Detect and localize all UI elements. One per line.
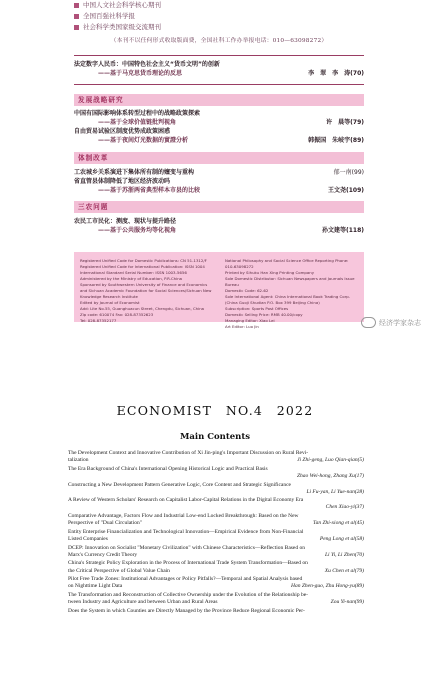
article-author: 孙文建等(118) (321, 227, 364, 235)
entry-author: Han Zhen-guo, Zhu Hong-yu(89) (290, 583, 364, 590)
article-title: 省直管县体制降低了地区经济波动吗 (74, 177, 171, 185)
info-line: Registered Unified Code for Domestic Publications: CN 51-1312/F (80, 258, 207, 263)
article-title: 自由贸易试验区制度优势成政策困惑 (74, 128, 171, 136)
section-heading: 发展战略研究 (74, 94, 364, 106)
info-line: Art Editor: Luo Jin (225, 324, 259, 329)
entry-author: Tan Zhi-xiong et al(45) (313, 520, 364, 527)
entry-title-line: Pilot Free Trade Zones: Institutional Advantages or Policy Pitfalls?—Temporal and Spatial Analysis based (68, 576, 303, 583)
entry-title-line: The Era Background of China's International Opening Historical Logic and Practical Basis (68, 465, 268, 472)
article-title: 中国有国际影响体系转型过程中的战略政策探索 (74, 109, 201, 117)
wechat-account-name: 经济学家杂志 (379, 318, 421, 327)
section-heading: 三农问题 (74, 201, 364, 213)
index-line (74, 22, 364, 33)
wechat-icon (361, 317, 376, 328)
info-line: Knowledge Research Institute (80, 294, 138, 299)
info-line: Tel: 028-87352177 (80, 318, 117, 323)
cn-header (74, 0, 364, 44)
index-line (74, 0, 364, 11)
article-title: 农民工市民化：测度、现状与提升路径 (74, 218, 177, 226)
section-heading: 体制改革 (74, 152, 364, 164)
info-line: Sole Domestic Distributor: Sichuan Newspapers and Journals Issue (225, 276, 355, 281)
info-left (74, 252, 219, 322)
contents-entry (68, 592, 364, 606)
index-line (74, 11, 364, 22)
entry-title-line: DCEP: Innovation on Socialist "Monetary Civilization" with Chinese Characteristics—Reflection Based on (68, 544, 305, 551)
entry-last-row (68, 520, 364, 527)
article-author: 韩振国 朱岐宇(89) (308, 137, 364, 145)
contents-entry (68, 450, 364, 464)
info-line: Managing Editor: Xiao Lei (225, 318, 275, 323)
info-right (219, 252, 364, 329)
article-subtitle: ——基于苏浙两省典型样本市县的比较 (98, 187, 201, 194)
info-line: Printed by Sihuku Han Xing Printing Company (225, 270, 315, 275)
info-line: 010-63098272 (225, 264, 254, 269)
wechat-watermark (361, 317, 421, 328)
bullet-square-icon (74, 14, 79, 19)
info-line: and Sichuan Academic Foundation for Social Sciences/Sichuan New (80, 288, 212, 293)
contents-entry (68, 513, 364, 527)
entry-title-line: Constructing a New Development Pattern Generative Logic, Core Content and Strategic Significance (68, 481, 291, 488)
section-articles (74, 164, 364, 202)
info-line: Subscription: Sports Post Offices (225, 306, 289, 311)
info-line: Sponsored by Southwestern University of Finance and Economics (80, 282, 208, 287)
contents-entry (68, 576, 364, 590)
entry-title-line: Does the System in which Counties are Directly Managed by the Province Reduce Regional Economic Per- (68, 607, 305, 614)
entry-author: Xu Chen et al(79) (324, 567, 364, 574)
contents-entry (68, 482, 364, 496)
entry-title-line: Entity Enterprise Financialization and Technological Innovation—Empirical Evidence from Non-Financial (68, 528, 304, 535)
entry-title-line: tween Industry and Agriculture and between Urban and Rural Areas (68, 599, 218, 606)
article-author: 许 晨等(79) (326, 118, 364, 126)
entry-last-row (68, 583, 364, 590)
info-line: Registered Unified Code for International Publication: ISSN 1004 (80, 264, 205, 269)
info-line: Domestic Selling Price: RMB 40.00/copy (225, 312, 303, 317)
index-text: 社会科学类国家级交流期刊 (83, 23, 161, 31)
entry-last-row (68, 568, 364, 575)
info-line: (China Guoji Shudian P.O. Box 399 Beijing China) (225, 300, 320, 305)
entry-author: Ji Zhi-geng, Luo Qian-qian(5) (297, 457, 364, 464)
article-subtitle: ——基于全球价值链批判视角 (98, 118, 177, 126)
article-author: 李 翠 李 涛(70) (308, 70, 364, 78)
index-text: 全国百强社科学报 (83, 12, 135, 20)
cn-contents (74, 55, 364, 236)
entry-author-row (68, 473, 364, 480)
info-line: Bureau (225, 282, 239, 287)
top-article (74, 56, 364, 83)
info-line: National Philosophy and Social Science Office Reporting Phone: (225, 258, 349, 263)
article-title: 工农城乡关系演进下集体所有制的嬗变与重构 (74, 168, 195, 176)
info-line: Sole International Agent: China International Book Trading Corp. (225, 294, 350, 299)
entry-author: Li Yi, Li Zhen(70) (324, 551, 364, 558)
entry-author: Zhao Wei-hong, Zhang Xu(17) (296, 472, 364, 479)
section-articles (74, 213, 364, 235)
info-line: Administered by the Ministry of Education, P.R.China (80, 276, 183, 281)
entry-last-row (68, 599, 364, 606)
article-subtitle: ——基于夜间灯光数据的實證分析 (98, 137, 189, 145)
info-line: Zip code: 610074 Fax: 028-87352623 (80, 312, 154, 317)
entry-author: Li Fu-yan, Li Yue-nan(28) (306, 488, 364, 495)
english-journal-header: ECONOMIST NO.4 2022 (116, 403, 314, 418)
bullet-square-icon (74, 3, 79, 8)
entry-author: Chen Xiao-yi(37) (325, 504, 364, 511)
entry-title-line: China's Strategic Policy Exploration in the Process of International Trade System Transformation—Based on (68, 560, 308, 567)
entry-last-row (68, 552, 364, 559)
entry-title-line: A Review of Western Scholars' Research on Capitalist Labor-Capital Relations in the Digital Economy Era (68, 497, 304, 504)
entry-title-line: Perspective of "Dual Circulation" (68, 520, 142, 527)
entry-last-row (68, 457, 364, 464)
index-text: 中国人文社会科学核心期刊 (83, 1, 161, 9)
contents-entry (68, 466, 364, 480)
contents-entry (68, 608, 364, 615)
info-line: Add: Lite No.55, Guanghuacun Street, Chengdu, Sichuan, China (80, 306, 205, 311)
entry-last-row (68, 536, 364, 543)
entry-title-line: Marx's Currency Credit Theory (68, 551, 138, 558)
contents-entry (68, 497, 364, 511)
contents-entry (68, 560, 364, 574)
contents-entry (68, 529, 364, 543)
info-line: Edited by Journal of Economist (80, 300, 140, 305)
section-articles (74, 106, 364, 152)
info-line: Domestic Code: 62-62 (225, 288, 269, 293)
entry-title-line: talization (68, 457, 89, 464)
info-line: International Standard Serial Number: ISSN 1003-5656 (80, 270, 187, 275)
article-subtitle: ——基于马克思货币理论的反思 (98, 70, 183, 78)
entry-title-line: Comparative Advantage, Factors Flow and Industrial Low-end Locked Breakthrough: Based on the New (68, 513, 299, 520)
publication-info-box (74, 252, 364, 329)
english-contents-list (68, 450, 364, 617)
article-author: 王文尧(109) (327, 187, 364, 194)
entry-title-line: Listed Companies (68, 536, 108, 542)
entry-author: Peng Long et al(58) (319, 536, 364, 542)
article-author: 郁一南(99) (333, 168, 364, 176)
entry-title-line: on Nighttime Light Data (68, 583, 123, 590)
article-title: 法定数字人民币：中国特色社会主义“货币文明”的创新 (74, 61, 220, 69)
entry-author-row (68, 504, 364, 511)
entry-title-line: The Development Context and Innovative Contribution of Xi Jin-ping's Important Discussion on Rural Revi- (68, 450, 309, 456)
entry-author: Zou Yi-nan(99) (330, 599, 364, 606)
contents-entry (68, 545, 364, 559)
notice-text: （本刊不以任何形式收取版面费，全国社科工作办举报电话：010—63098272） (110, 38, 328, 44)
article-subtitle: ——基于公共服务均等化视角 (98, 227, 177, 235)
entry-title-line: The Transformation and Reconstruction of Collective Ownership under the Evolution of the Relationship be- (68, 592, 308, 599)
entry-title-line: the Critical Perspective of Global Value Chain (68, 567, 170, 574)
main-contents-title: Main Contents (179, 432, 251, 442)
bullet-square-icon (74, 25, 79, 30)
entry-author-row (68, 489, 364, 496)
